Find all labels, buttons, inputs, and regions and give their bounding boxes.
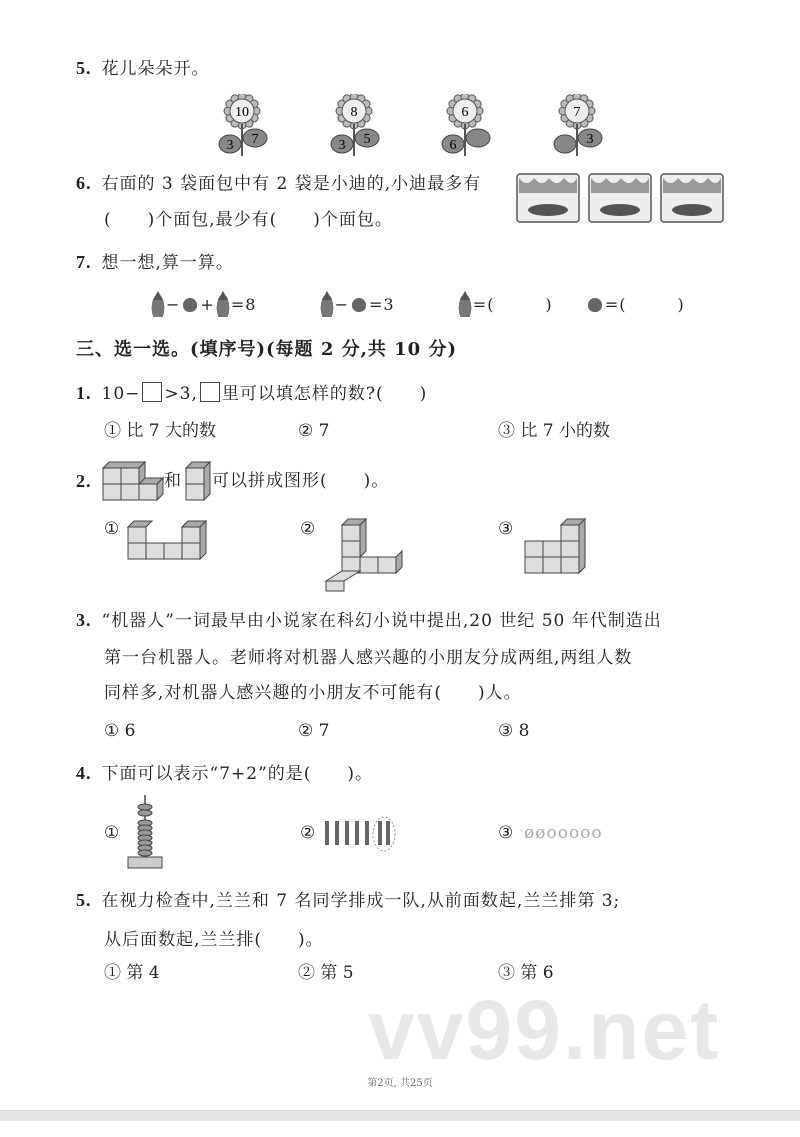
flower-right-leaf-number: 3 bbox=[586, 132, 594, 147]
choice-2-label-2: ② bbox=[300, 519, 316, 539]
choice-5-option-1: ① 第 4 bbox=[104, 963, 160, 983]
cube-shape-a bbox=[101, 458, 166, 507]
page-footer: 第2页, 共25页 bbox=[367, 1078, 433, 1089]
choice-1-option-3: ③ 比 7 小的数 bbox=[498, 421, 611, 441]
blank-box bbox=[142, 382, 162, 402]
choice-2-label-3: ③ bbox=[498, 519, 514, 539]
cube-figure-2 bbox=[322, 515, 407, 599]
choice-4-label-1: ① bbox=[104, 823, 120, 843]
page-separator bbox=[0, 1110, 800, 1121]
strawberry-icon bbox=[352, 298, 366, 312]
and-text: 和 bbox=[164, 471, 182, 491]
choice-4-label-2: ② bbox=[300, 823, 316, 843]
flower-left-leaf-number: 3 bbox=[226, 138, 234, 153]
flower-image bbox=[330, 94, 380, 160]
blank-box bbox=[200, 382, 220, 402]
pineapple-icon bbox=[319, 291, 335, 317]
sticks-image bbox=[322, 815, 402, 859]
watermark: vv99.net bbox=[368, 983, 721, 1077]
choice-1: 1. 10− >3, 里可以填怎样的数?( ) bbox=[76, 383, 428, 404]
cube-shape-b bbox=[184, 458, 214, 507]
choice-2-text: 可以拼成图形( )。 bbox=[212, 471, 390, 491]
choice-5-line2: 从后面数起,兰兰排( )。 bbox=[104, 930, 324, 950]
choice-3-option-1: ① 6 bbox=[104, 721, 136, 741]
choice-3-option-2: ② 7 bbox=[298, 721, 330, 741]
choice-3-line2: 第一台机器人。老师将对机器人感兴趣的小朋友分成两组,两组人数 bbox=[104, 648, 633, 668]
flower-center-number: 6 bbox=[461, 105, 469, 120]
question-5-top: 5. 花儿朵朵开。 bbox=[76, 58, 210, 79]
choice-2-label-1: ① bbox=[104, 519, 120, 539]
choice-5-line1: 5. 在视力检查中,兰兰和 7 名同学排成一队,从前面数起,兰兰排第 3; bbox=[76, 890, 621, 911]
bread-bags-image bbox=[515, 166, 725, 228]
pineapple-icon bbox=[215, 291, 231, 317]
choice-5-option-2: ② 第 5 bbox=[298, 963, 354, 983]
abacus-image bbox=[126, 795, 166, 874]
flower-left-leaf-number: 6 bbox=[449, 138, 457, 153]
flower-image bbox=[553, 94, 603, 160]
choice-5-option-3: ③ 第 6 bbox=[498, 963, 554, 983]
choice-3-line1: 3. “机器人”一词最早由小说家在科幻小说中提出,20 世纪 50 年代制造出 bbox=[76, 610, 662, 631]
pineapple-icon bbox=[457, 291, 473, 317]
question-6-line2: ( )个面包,最少有( )个面包。 bbox=[104, 210, 393, 230]
choice-3-option-3: ③ 8 bbox=[498, 721, 530, 741]
choice-1-option-2: ② 7 bbox=[298, 421, 330, 441]
question-7: 7. 想一想,算一算。 bbox=[76, 252, 234, 273]
choice-2: 2. bbox=[76, 471, 92, 491]
choice-3-line3: 同样多,对机器人感兴趣的小朋友不可能有( )人。 bbox=[104, 683, 522, 703]
strawberry-icon bbox=[588, 298, 602, 312]
flower-center-number: 7 bbox=[573, 105, 581, 120]
choice-4: 4. 下面可以表示“7+2”的是( )。 bbox=[76, 763, 374, 784]
cube-figure-1 bbox=[125, 515, 215, 569]
equation-row: − + =8 − =3 =( ) =( ) bbox=[150, 290, 685, 320]
choice-4-label-3: ③ bbox=[498, 823, 514, 843]
circles-image: øøooooo bbox=[524, 823, 603, 843]
flower-left-leaf-number: 3 bbox=[338, 138, 346, 153]
flower-image bbox=[441, 94, 491, 160]
choice-1-option-1: ① 比 7 大的数 bbox=[104, 421, 217, 441]
strawberry-icon bbox=[183, 298, 197, 312]
pineapple-icon bbox=[150, 291, 166, 317]
cube-figure-3 bbox=[523, 515, 593, 589]
flower-center-number: 8 bbox=[350, 105, 358, 120]
flower-image bbox=[218, 94, 268, 160]
section-3-title: 三、选一选。(填序号)(每题 2 分,共 10 分) bbox=[76, 339, 457, 360]
flower-right-leaf-number: 5 bbox=[363, 132, 371, 147]
flower-center-number: 10 bbox=[235, 105, 249, 120]
flower-right-leaf-number: 7 bbox=[251, 132, 259, 147]
question-6-line1: 6. 右面的 3 袋面包中有 2 袋是小迪的,小迪最多有 bbox=[76, 173, 482, 194]
